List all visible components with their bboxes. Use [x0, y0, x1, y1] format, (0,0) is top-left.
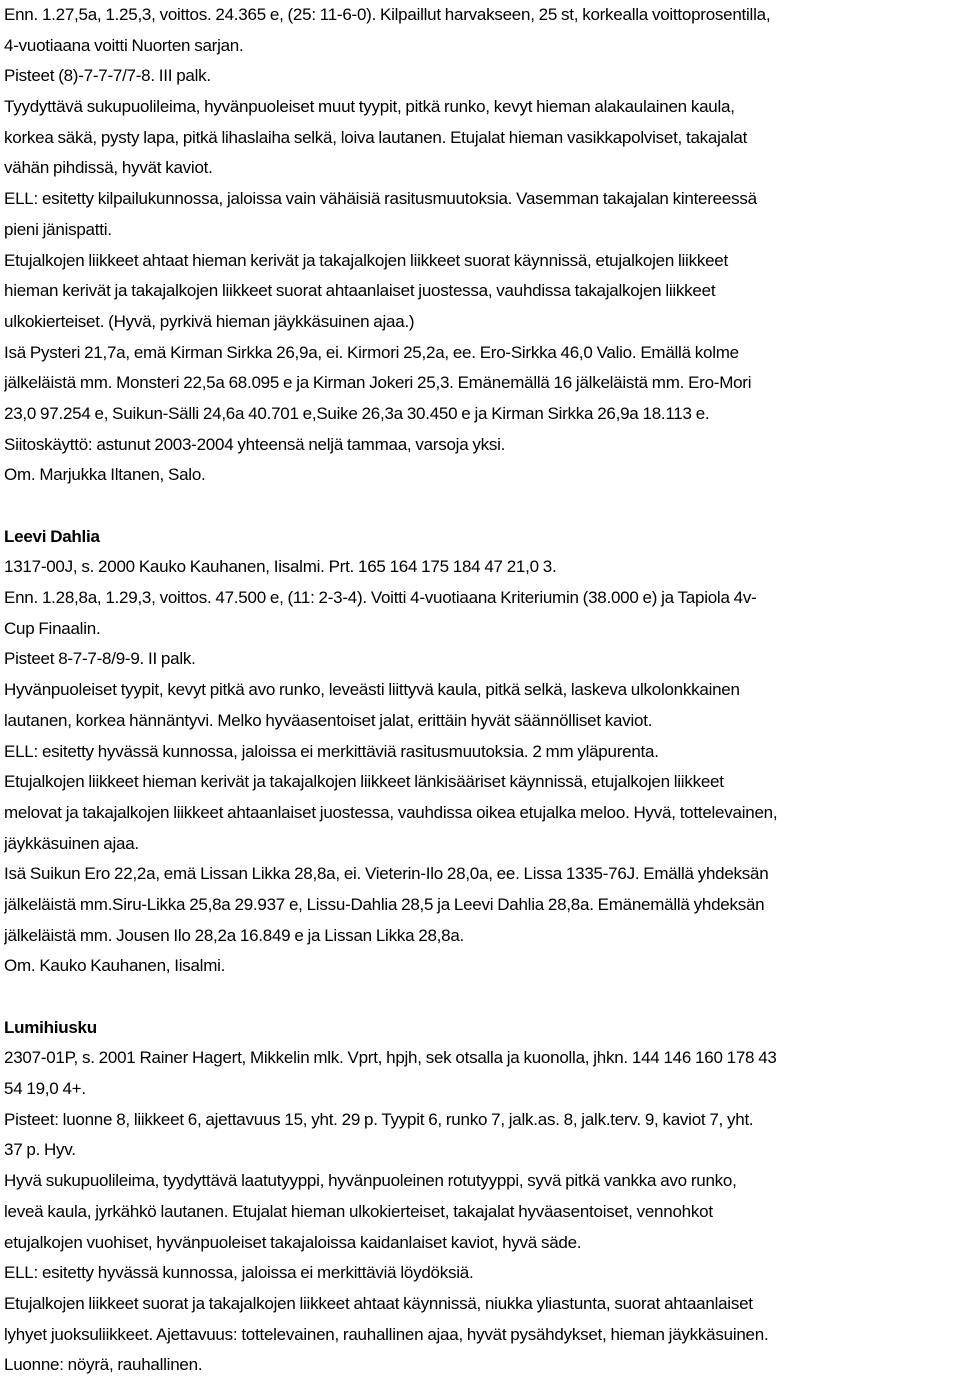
entry-line: jäykkäsuinen ajaa. — [4, 833, 139, 853]
entry-line: jälkeläistä mm. Monsteri 22,5a 68.095 e ja Kirman Jokeri 25,3. Emänemällä 16 jälkeläistä mm. Ero-Mori — [4, 373, 752, 393]
entry-line: Om. Kauko Kauhanen, Iisalmi. — [4, 956, 226, 976]
entry-line: Etujalkojen liikkeet hieman kerivät ja takajalkojen liikkeet länkisääriset käynnissä, etujalkojen liikkeet — [4, 772, 724, 792]
entry-line: Hyvänpuoleiset tyypit, kevyt pitkä avo runko, leveästi liittyvä kaula, pitkä selkä, laskeva ulkolonkkainen — [4, 680, 740, 700]
entry-line: ELL: esitetty hyvässä kunnossa, jaloissa ei merkittäviä löydöksiä. — [4, 1263, 474, 1283]
entry-line: hieman kerivät ja takajalkojen liikkeet suorat ahtaanlaiset juostessa, vauhdissa takajalkojen liikkeet — [4, 281, 716, 301]
entry-line: jälkeläistä mm.Siru-Likka 25,8a 29.937 e, Lissu-Dahlia 28,5 ja Leevi Dahlia 28,8a. Emänemällä yhdeksän — [4, 894, 765, 914]
entry-line: Pisteet (8)-7-7-7/7-8. III palk. — [4, 66, 211, 86]
entry-line: Pisteet: luonne 8, liikkeet 6, ajettavuus 15, yht. 29 p. Tyypit 6, runko 7, jalk.as. 8, jalk.terv. 9, kaviot 7, yht. — [4, 1109, 754, 1129]
entry-line: melovat ja takajalkojen liikkeet ahtaanlaiset juostessa, vauhdissa oikea etujalka meloo. Hyvä, tottelevainen, — [4, 802, 778, 822]
entry-line: 2307-01P, s. 2001 Rainer Hagert, Mikkelin mlk. Vprt, hpjh, sek otsalla ja kuonolla, jhkn. 144 146 160 178 43 — [4, 1048, 777, 1068]
entry-line: 1317-00J, s. 2000 Kauko Kauhanen, Iisalmi. Prt. 165 164 175 184 47 21,0 3. — [4, 557, 557, 577]
entry-line: Cup Finaalin. — [4, 618, 101, 638]
entry-line: Tyydyttävä sukupuolileima, hyvänpuoleiset muut tyypit, pitkä runko, kevyt hieman alakaulainen kaula, — [4, 97, 735, 117]
entry-line: etujalkojen vuohiset, hyvänpuoleiset takajaloissa kaidanlaiset kaviot, hyvä säde. — [4, 1232, 582, 1252]
entry-line: pieni jänispatti. — [4, 219, 112, 239]
entry-line: Isä Pysteri 21,7a, emä Kirman Sirkka 26,9a, ei. Kirmori 25,2a, ee. Ero-Sirkka 46,0 Valio. Emällä kolme — [4, 342, 739, 362]
entry-line: 54 19,0 4+. — [4, 1079, 86, 1099]
horse-name: Leevi Dahlia — [4, 526, 100, 546]
entry-line: vähän pihdissä, hyvät kaviot. — [4, 158, 213, 178]
section-gap — [4, 491, 956, 522]
entry-line: Luonne: nöyrä, rauhallinen. — [4, 1355, 203, 1375]
entry-line: Enn. 1.27,5a, 1.25,3, voittos. 24.365 e, (25: 11-6-0). Kilpaillut harvakseen, 25 st, korkealla voittoprosentilla, — [4, 5, 771, 24]
entry-line: leveä kaula, jyrkähkö lautanen. Etujalat hieman ulkokierteiset, takajalat hyväasentoiset, vennohkot — [4, 1201, 713, 1221]
entry-line: ELL: esitetty hyvässä kunnossa, jaloissa ei merkittäviä rasitusmuutoksia. 2 mm yläpurenta. — [4, 741, 659, 761]
entry-line: ulkokierteiset. (Hyvä, pyrkivä hieman jäykkäsuinen ajaa.) — [4, 311, 415, 331]
entry-line: Siitoskäyttö: astunut 2003-2004 yhteensä neljä tammaa, varsoja yksi. — [4, 434, 506, 454]
horse-name: Lumihiusku — [4, 1017, 97, 1037]
horse-entry-previous — [4, 0, 956, 491]
horse-entry-lumihiusku — [4, 1013, 956, 1381]
entry-line: 4-vuotiaana voitti Nuorten sarjan. — [4, 35, 244, 55]
entry-line: ELL: esitetty kilpailukunnossa, jaloissa vain vähäisiä rasitusmuutoksia. Vasemman takajalan kintereessä — [4, 189, 757, 209]
entry-line: Etujalkojen liikkeet suorat ja takajalkojen liikkeet ahtaat käynnissä, niukka yliastunta, suorat ahtaanlaiset — [4, 1293, 753, 1313]
entry-line: lautanen, korkea hännäntyvi. Melko hyväasentoiset jalat, erittäin hyvät säännölliset kaviot. — [4, 710, 653, 730]
entry-line: Etujalkojen liikkeet ahtaat hieman kerivät ja takajalkojen liikkeet suorat käynnissä, etujalkojen liikkeet — [4, 250, 728, 270]
entry-line: lyhyet juoksuliikkeet. Ajettavuus: tottelevainen, rauhallinen ajaa, hyvät pysähdykset, hieman jäykkäsuinen. — [4, 1324, 769, 1344]
entry-line: 23,0 97.254 e, Suikun-Sälli 24,6a 40.701 e,Suike 26,3a 30.450 e ja Kirman Sirkka 26,9a 18.113 e. — [4, 403, 710, 423]
entry-line: Isä Suikun Ero 22,2a, emä Lissan Likka 28,8a, ei. Vieterin-Ilo 28,0a, ee. Lissa 1335-76J. Emällä yhdeksän — [4, 864, 769, 884]
entry-line: korkea säkä, pysty lapa, pitkä lihaslaiha selkä, loiva lautanen. Etujalat hieman vasikkapolviset, takajalat — [4, 127, 748, 147]
horse-entry-leevi-dahlia — [4, 522, 956, 982]
entry-line: jälkeläistä mm. Jousen Ilo 28,2a 16.849 e ja Lissan Likka 28,8a. — [4, 925, 465, 945]
entry-line: Hyvä sukupuolileima, tyydyttävä laatutyyppi, hyvänpuoleinen rotutyyppi, syvä pitkä vankka avo runko, — [4, 1171, 737, 1191]
document-page — [4, 0, 956, 1381]
entry-line: Om. Marjukka Iltanen, Salo. — [4, 465, 206, 485]
section-gap — [4, 982, 956, 1013]
entry-line: 37 p. Hyv. — [4, 1140, 76, 1160]
entry-line: Enn. 1.28,8a, 1.29,3, voittos. 47.500 e, (11: 2-3-4). Voitti 4-vuotiaana Kriteriumin (38.000 e) ja Tapiola 4v- — [4, 588, 757, 608]
entry-line: Pisteet 8-7-7-8/9-9. II palk. — [4, 649, 196, 669]
